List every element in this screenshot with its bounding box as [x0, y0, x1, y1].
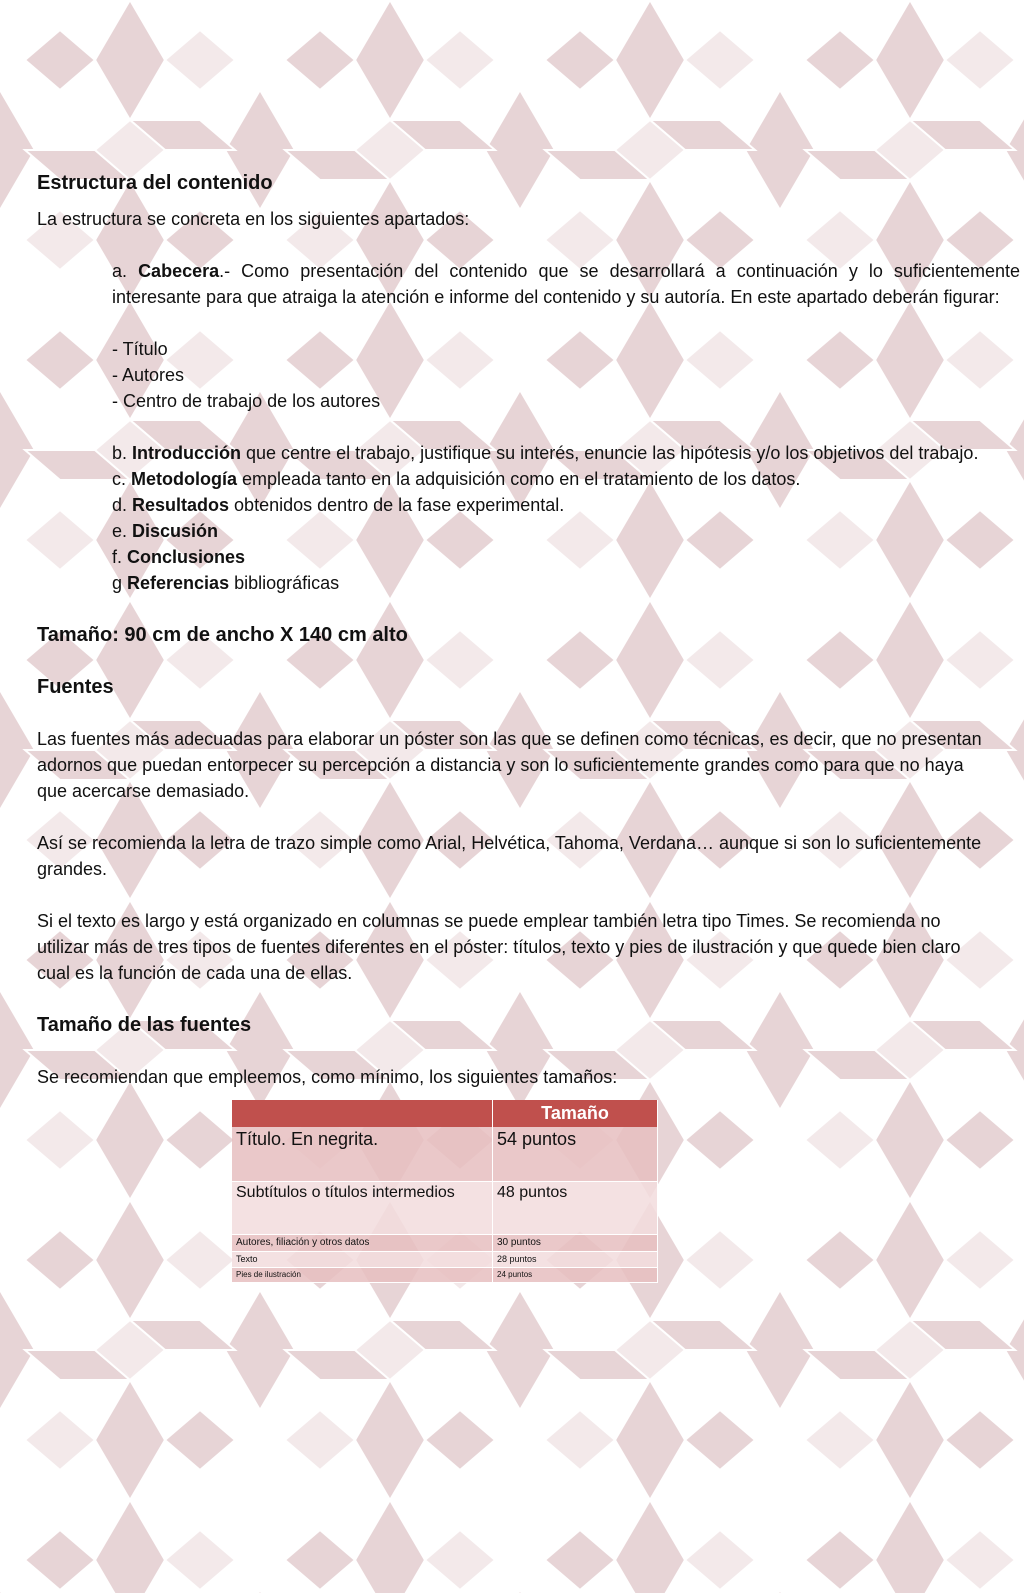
table-header-row [232, 1100, 658, 1127]
item-g: g Referencias bibliográficas [112, 573, 340, 593]
item-a-bold: Cabecera [138, 261, 220, 281]
item-a: a. Cabecera.- Como presentación del contenido que se desarrollará a continuación y lo suficientemente interesante para que atraiga la atención e informe del contenido y su autoría. En este apartado deberán figurar: [112, 261, 1021, 307]
heading-font-sizes: Tamaño de las fuentes [37, 1014, 252, 1036]
heading-fonts: Fuentes [37, 676, 114, 698]
header-item-title: - Título [112, 339, 168, 359]
font-sizes-table [232, 1100, 658, 1283]
item-d: d. Resultados obtenidos dentro de la fase experimental. [112, 495, 565, 515]
header-item-authors: - Autores [112, 365, 185, 385]
item-b: b. Introducción que centre el trabajo, justifique su interés, enuncie las hipótesis y/o los objetivos del trabajo. [112, 443, 979, 463]
header-item-center: - Centro de trabajo de los autores [112, 391, 381, 411]
table-row: Pies de ilustración 24 puntos [232, 1268, 658, 1283]
fonts-paragraph-1: Las fuentes más adecuadas para elaborar un póster son las que se definen como técnicas, es decir, que no presentan adornos que puedan entorpecer su percepción a distancia y son lo suficientemente grandes como para que no haya que acercarse demasiado. [37, 729, 982, 801]
item-e: e. Discusión [112, 521, 219, 541]
table-row: Subtítulos o títulos intermedios 48 puntos [232, 1182, 658, 1235]
fonts-paragraph-2: Así se recomienda la letra de trazo simple como Arial, Helvética, Tahoma, Verdana… aunque si son lo suficientemente grandes. [37, 833, 982, 879]
table-row: Texto 28 puntos [232, 1252, 658, 1268]
table-row: Autores, filiación y otros datos 30 puntos [232, 1235, 658, 1252]
item-f: f. Conclusiones [112, 547, 246, 567]
heading-size: Tamaño: 90 cm de ancho X 140 cm alto [37, 624, 408, 646]
table-row: Título. En negrita. 54 puntos [232, 1127, 658, 1182]
table-header-size: Tamaño [493, 1100, 658, 1127]
structure-intro: La estructura se concreta en los siguientes apartados: [37, 209, 470, 229]
item-c: c. Metodología empleada tanto en la adquisición como en el tratamiento de los datos. [112, 469, 801, 489]
document-body [37, 170, 1021, 1283]
fonts-paragraph-3: Si el texto es largo y está organizado en columnas se puede emplear también letra tipo Times. Se recomienda no utilizar más de tres tipos de fuentes diferentes en el póster: títulos, texto y pies de ilustración y que quede bien claro cual es la función de cada una de ellas. [37, 911, 961, 983]
heading-structure: Estructura del contenido [37, 172, 273, 194]
sizes-intro: Se recomiendan que empleemos, como mínimo, los siguientes tamaños: [37, 1067, 618, 1087]
table-header-empty [232, 1100, 493, 1127]
